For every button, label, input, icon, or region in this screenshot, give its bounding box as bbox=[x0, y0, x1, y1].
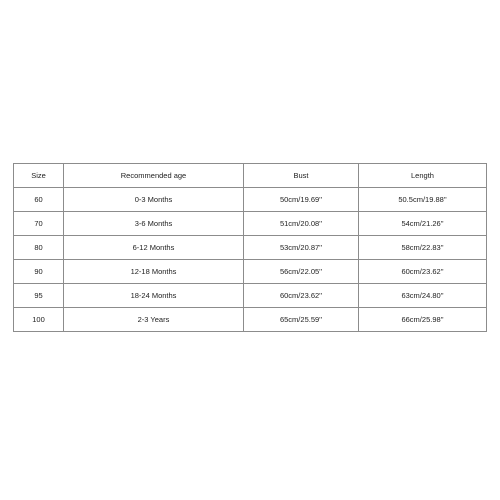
column-header-size: Size bbox=[14, 164, 64, 188]
column-header-length: Length bbox=[359, 164, 487, 188]
age-cell: 0-3 Months bbox=[64, 188, 244, 212]
size-cell: 60 bbox=[14, 188, 64, 212]
size-chart-table bbox=[13, 163, 487, 332]
bust-cell: 65cm/25.59'' bbox=[244, 308, 359, 332]
table-row bbox=[14, 212, 487, 236]
length-cell: 58cm/22.83'' bbox=[359, 236, 487, 260]
bust-cell: 53cm/20.87'' bbox=[244, 236, 359, 260]
age-cell: 6-12 Months bbox=[64, 236, 244, 260]
column-header-bust: Bust bbox=[244, 164, 359, 188]
table-row bbox=[14, 260, 487, 284]
bust-cell: 51cm/20.08'' bbox=[244, 212, 359, 236]
bust-cell: 56cm/22.05'' bbox=[244, 260, 359, 284]
length-cell: 60cm/23.62'' bbox=[359, 260, 487, 284]
length-cell: 66cm/25.98'' bbox=[359, 308, 487, 332]
length-cell: 63cm/24.80'' bbox=[359, 284, 487, 308]
table-row bbox=[14, 308, 487, 332]
length-cell: 54cm/21.26'' bbox=[359, 212, 487, 236]
table-row bbox=[14, 236, 487, 260]
table-header-row bbox=[14, 164, 487, 188]
size-cell: 95 bbox=[14, 284, 64, 308]
size-cell: 80 bbox=[14, 236, 64, 260]
age-cell: 3-6 Months bbox=[64, 212, 244, 236]
size-cell: 90 bbox=[14, 260, 64, 284]
column-header-recommended-age: Recommended age bbox=[64, 164, 244, 188]
bust-cell: 50cm/19.69'' bbox=[244, 188, 359, 212]
table-row bbox=[14, 188, 487, 212]
table-row bbox=[14, 284, 487, 308]
bust-cell: 60cm/23.62'' bbox=[244, 284, 359, 308]
age-cell: 12-18 Months bbox=[64, 260, 244, 284]
age-cell: 2-3 Years bbox=[64, 308, 244, 332]
size-cell: 100 bbox=[14, 308, 64, 332]
length-cell: 50.5cm/19.88'' bbox=[359, 188, 487, 212]
age-cell: 18-24 Months bbox=[64, 284, 244, 308]
size-cell: 70 bbox=[14, 212, 64, 236]
